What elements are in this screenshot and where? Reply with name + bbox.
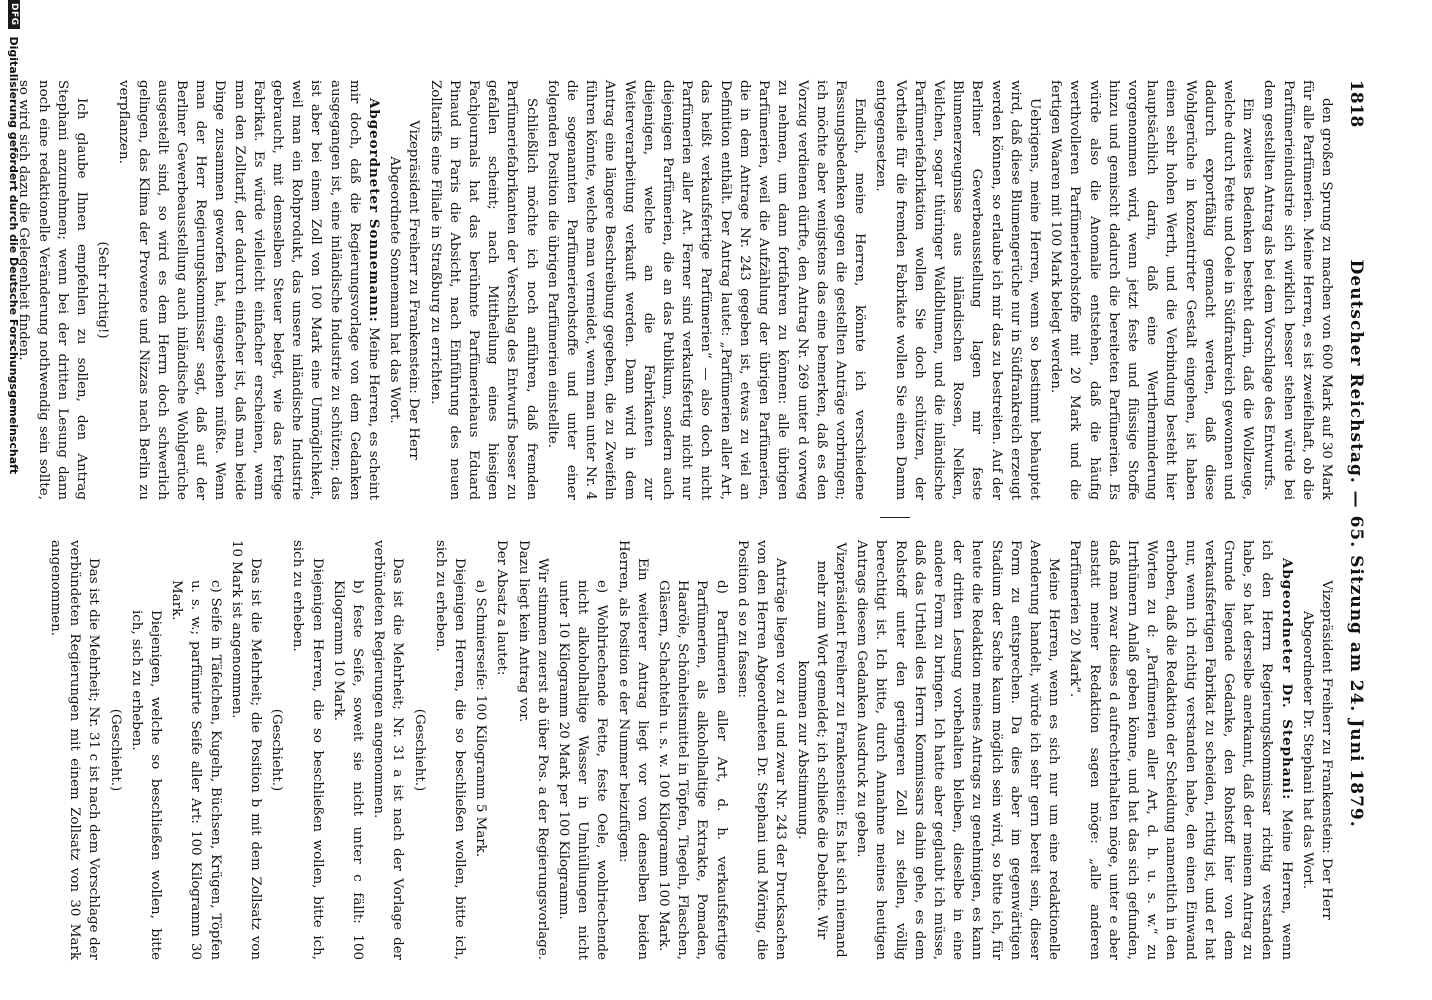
paragraph: Ein zweites Bedenken besteht darin, daß die Wollzeuge, welche durch Fette und Oele in Südfrankreich gewonnen und dadurch exportfähig gemacht werden, daß diese Wohlgerüche in konzentrirter Gestalt eingehen, ist haben einen sehr hohen Werth, und die Verbindung besteht hier hauptsächlich darin, daß eine Wertherminderung vorgenommen wird, wenn jetzt feste und flüssige Stoffe hinzu und gemischt dadurch die bereiteten Parfümerien. Es würde also die Anomalie entstehen, daß die häufig werthvolleren Parfümerierohstoffe mit 20 Mark und die fertigen Waaren mit 100 Mark belegt werden. xyxy=(1048,80,1256,500)
right-column xyxy=(48,540,1336,960)
speaker-announcement: Vizepräsident Freiherr zu Frankenstein: Es hat sich niemand mehr zum Wort gemeldet; ich schließe die Debatte. Wir kommen zur Abstimmung. xyxy=(794,542,848,958)
speaker-name: Abgeordneter Sonnemann: xyxy=(366,98,383,323)
page-number: 1818 xyxy=(1346,80,1366,128)
paragraph: Uebrigens, meine Herren, wenn so bestimmt behauptet wird, daß diese Blumengerüche nur in Südfrankreich erzeugt werden können, so erlaube ich mir das zu bestreiten. Auf der Berliner Gewerbeausstellung lagen mir feste Blumenerzeugnisse aus inländischen Rosen, Nelken, Veilchen, sogar thüringer Waldblumen, und die inländische Parfümeriefabrikation wollen Sie doch schützen, der Vortheile für die fremden Fabrikate wollen Sie einen Damm entgegensetzen. xyxy=(873,80,1042,500)
speech-text: Meine Herren, wenn ich den Herrn Regierungskommissar richtig verstanden habe, so hat derselbe anerkannt, daß der meinem Antrag zu Grunde liegende Gedanke, den Rohstoff hier von dem verkaufsfertigen Fabrikat zu scheiden, richtig ist, und er hat nur, wenn ich richtig verstanden habe, den einen Einwand erhoben, daß die Redaktion der Scheidung namentlich in den Worten zu d: „Parfümerien aller Art, d. h. u. s. w.“ zu Irrthümern Anlaß geben könne, und hat das sich gefunden, daß man zwar dieses d aufrechterhalten möge, unter e aber anstatt meiner Redaktion sagen möge: „alle anderen Parfümerien 20 Mark“. xyxy=(1067,540,1294,960)
list-item: d) Parfümerien aller Art, d. h. verkaufsfertige Parfümerien, als alkoholhaltige Extrakte, Pomaden, Haaröle, Schönheitsmittel in Töpfen, Tiegeln, Flaschen, Gläsern, Schachteln u. s. w. 100 Kilogramm 100 Mark. xyxy=(656,580,729,960)
list-item: a) Schmierseife: 100 Kilogramm 5 Mark. xyxy=(473,580,489,858)
paragraph: Diejenigen Herren, die so beschließen wollen, bitte ich, sich zu erheben. xyxy=(432,540,468,960)
speaker-announcement: (Sehr richtig!) xyxy=(95,241,111,339)
speaker-announcement: (Geschieht.) xyxy=(269,708,285,792)
paragraph: Der Absatz a lautet: xyxy=(494,540,510,676)
paragraph xyxy=(1065,540,1295,960)
paragraph: Wir stimmen zuerst ab über Pos. a der Regierungsvorlage. Dazu liegt kein Antrag vor. xyxy=(515,540,550,960)
list-item: Diejenigen, welche so beschließen wollen, bitte ich, sich zu erheben. xyxy=(128,610,164,960)
paragraph: Diejenigen Herren, die so beschließen wollen, bitte ich, sich zu erheben. xyxy=(290,540,325,960)
list-item: b) feste Seife, soweit sie nicht unter c fällt: 100 Kilogramm 10 Mark. xyxy=(330,580,366,960)
speaker-announcement: Vizepräsident Freiherr zu Frankenstein: Der Herr Abgeordnete Sonnemann hat das Wort. xyxy=(387,120,422,460)
list-item: c) Seife in Täfelchen, Kugeln, Büchsen, Krügen, Töpfen u. s. w.; parfümirte Seife aller Art: 100 Kilogramm 30 Mark. xyxy=(169,580,223,960)
paragraph xyxy=(114,80,383,500)
page-body xyxy=(16,80,1380,980)
paragraph: Anträge liegen vor zu d und zwar Nr. 243 der Drucksachen von den Herren Abgeordneten Dr. Stephani und Möring, die Position d so zu fassen: xyxy=(734,540,789,960)
speaker-name: Abgeordneter Dr. Stephani: xyxy=(1278,558,1295,801)
list-item: e) Wohlriechende Fette, feste Oele, wohlriechende nicht alkoholhaltige Wasser in Umhüllungen nicht unter 10 Kilogramm 20 Mark per 100 Kilogramm. xyxy=(556,580,610,960)
digitization-footer xyxy=(4,0,24,1000)
paragraph: Ich glaube Ihnen empfehlen zu sollen, den Antrag Stephani anzunehmen; wenn bei der dritten Lesung dann noch eine redaktionelle Veränderung nothwendig sein sollte, so wird sich dazu die Gelegenheit finden. xyxy=(16,80,89,500)
paragraph: Das ist die Mehrheit; Nr. 31 a ist nach der Vorlage der verbündeten Regierungen angenommen. xyxy=(371,540,406,960)
left-column xyxy=(16,80,1336,500)
paragraph: Ein weiterer Antrag liegt vor von denselben beiden Herren, als Position e der Nummer beizufügen: xyxy=(615,540,650,960)
paragraph: Endlich, meine Herren, könnte ich verschiedene Fassungsbedenken gegen die gestellten Anträge vorbringen; ich möchte aber wenigstens das eine bemerken, daß es den Vorzug verdienen dürfte, den Antrag Nr. 269 unter d vorweg zu nehmen, um dann fortfahren zu können: alle übrigen Parfümerien, weil die Aufzählung der übrigen Parfümerien, die in dem Antrage Nr. 243 gegeben ist, etwas zu viel an Definition enthält. Der Antrag lautet: „Parfümerien aller Art, das heißt verkaufsfertige Parfümerien“ — also doch nicht Parfümerien aller Art. Ferner sind verkaufsfertig nicht nur diejenigen Parfümerien, die an das Publikum, sondern auch diejenigen, welche an die Fabrikanten zur Weiterverarbeitung verkauft werden. Dann wird in dem Antrag eine längere Beschreibung gegeben, die zu Zweifeln führen könnte, welche man vermeidet, wenn man unter Nr. 4 die sogenannten Parfümerierohstoffe und unter einer folgenden Position die übrigen Parfümerien einstellte. xyxy=(544,80,868,500)
paragraph: Das ist die Mehrheit; Nr. 31 c ist nach dem Vorschlage der verbündeten Regierungen mit einem Zollsatz von 30 Mark angenommen. xyxy=(48,540,102,960)
speaker-announcement: Vizepräsident Freiherr zu Frankenstein: Der Herr Abgeordneter Dr. Stephani hat das Wort. xyxy=(1299,580,1334,920)
dfg-logo: DFG xyxy=(8,0,20,29)
paragraph: Schließlich möchte ich noch anführen, daß fremden Parfümeriefabrikanten der Verschlag des Entwurfs besser zu gefallen scheint; nach Mittheilung eines hiesigen Fachjournals hat das berühmte Parfümeriehaus Eduard Pinaud in Paris die Absicht, nach Einführung des neuen Zolltarifs eine Filiale in Straßburg zu errichten. xyxy=(427,80,539,500)
speech-text: Meine Herren, es scheint mir doch, daß die Regierungsvorlage von dem Gedanken ausgegangen ist, eine inländische Industrie zu schützen; das ist aber bei einem Zoll von 100 Mark eine Unmöglichkeit, weil man ein Rohprodukt, das unsere inländische Industrie gebraucht, mit demselben Steuer belegt, wie das fertige Fabrikat. Es würde vielleicht einfacher erscheinen, wenn man den Zolltarif, der dadurch einfacher ist, daß man beide Dinge zusammen geworfen hat, eingestehen müßte. Wenn man der Herr Regierungskommissar sagt, daß auf der Berliner Gewerbeausstellung auch inländische Wohlgerüche ausgestellt sind, so wird es dem Herrn doch schwerlich gelingen, das Klima der Provence und Nizzas nach Berlin zu verpflanzen. xyxy=(116,80,382,500)
speaker-announcement: (Geschieht.) xyxy=(411,708,427,792)
paragraph: den großen Sprung zu machen von 600 Mark auf 30 Mark für alle Parfümerien. Meine Herren, es ist zweifelhaft, ob die Parfümerieindustrie sich wirklich besser stehen würde bei dem gestellten Antrag als bei dem Vorschlage des Entwurfs. xyxy=(1261,80,1334,500)
page-title: Deutscher Reichstag. — 65. Sitzung am 24. Juni 1879. xyxy=(1346,259,1366,828)
speaker-announcement: (Geschieht.) xyxy=(107,708,123,792)
paragraph: Das ist die Mehrheit; die Position b mit dem Zollsatz von 10 Mark ist angenommen. xyxy=(228,540,264,960)
column-divider xyxy=(880,517,910,518)
footer-text: Digitalisierung gefördert durch die Deutsche Forschungsgemeinschaft xyxy=(7,36,21,475)
page-header xyxy=(1346,80,1380,960)
paragraph: Meine Herren, wenn es sich nur um eine redaktionelle Aenderung handelt, würde ich sehr gern bereit sein, dieser Form zu entsprechen. Da dies aber im gegenwärtigen Stadium der Sache kaum möglich sein wird, so bitte ich, für heute die Redaktion meines Antrags zu genehmigen, es kann der dritten Lesung vorbehalten bleiben, dieselbe in eine andere Form zu bringen. Ich hatte aber geglaubt ich müsse, daß das Urtheil des Herrn Kommissars dahin gehe, es dem Rohstoff unter den geringeren Zoll zu stellen, völlig berechtigt ist. Ich bitte, durch Annahme meines heutigen Antrags diesem Gedanken Ausdruck zu geben. xyxy=(854,540,1062,960)
